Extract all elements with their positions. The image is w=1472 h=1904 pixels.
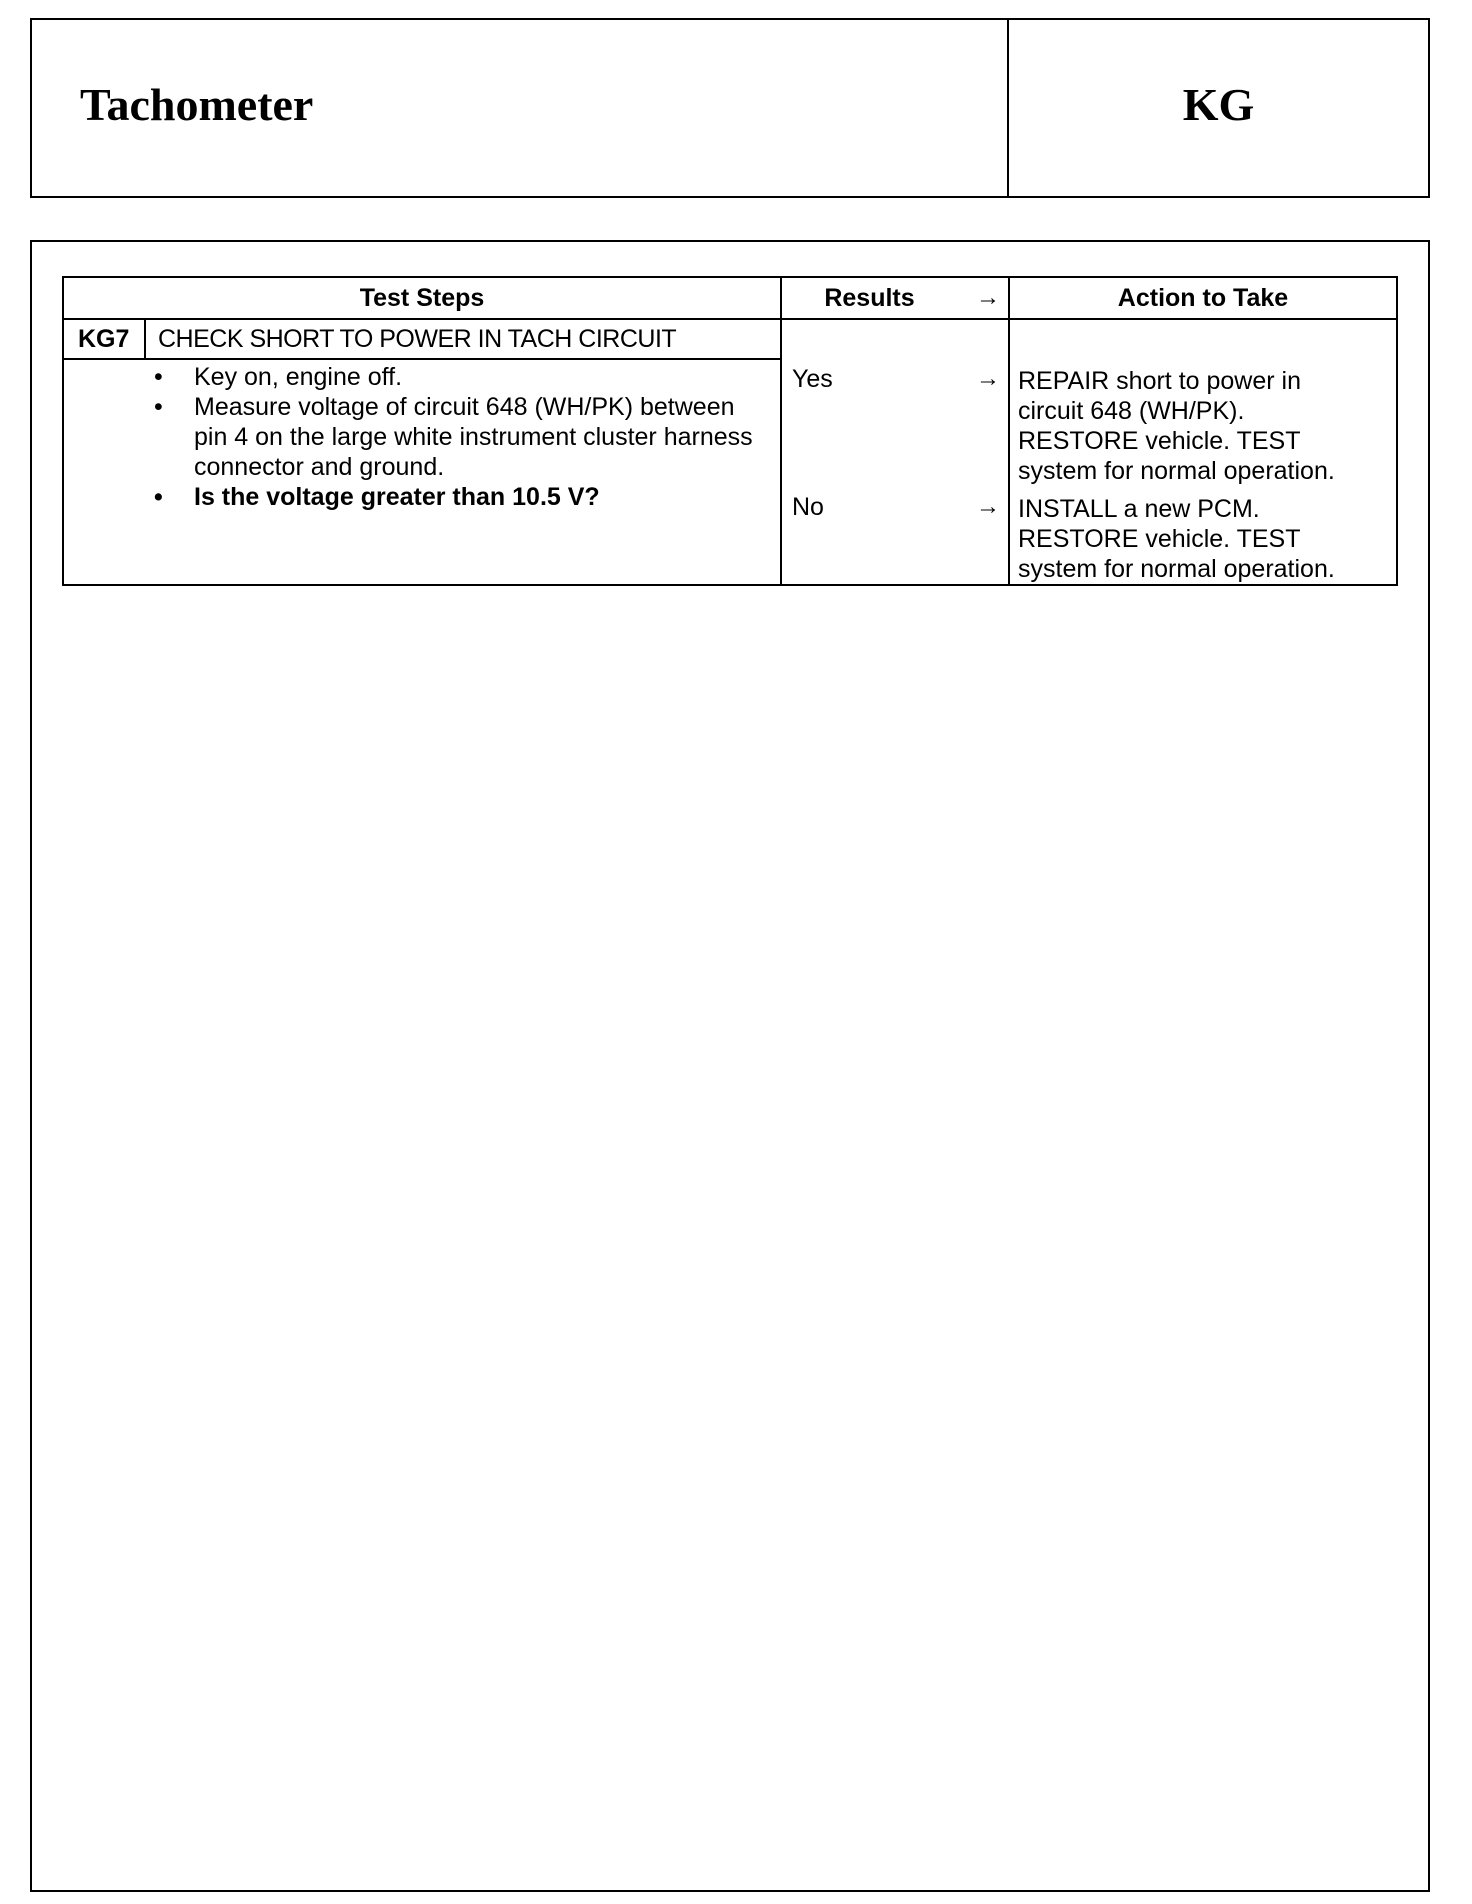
action-line: RESTORE vehicle. TEST xyxy=(1018,525,1301,553)
action-line: INSTALL a new PCM. xyxy=(1018,495,1260,523)
result-yes-label: Yes xyxy=(792,365,833,393)
action-line: circuit 648 (WH/PK). xyxy=(1018,397,1245,425)
arrow-icon: → xyxy=(976,365,1000,392)
instruction-question: • Is the voltage greater than 10.5 V? xyxy=(154,482,754,512)
page-header xyxy=(30,18,1430,198)
action-line: system for normal operation. xyxy=(1018,555,1335,583)
test-steps-table xyxy=(62,276,1398,586)
step-title-divider xyxy=(64,358,780,360)
section-code: KG xyxy=(1182,79,1255,130)
step-instructions xyxy=(154,362,754,512)
result-no-label: No xyxy=(792,493,824,521)
step-id-divider xyxy=(144,318,146,358)
action-line: REPAIR short to power in xyxy=(1018,367,1301,395)
column-header-results: Results xyxy=(824,284,915,312)
column-header-test-steps: Test Steps xyxy=(359,284,485,312)
result-no-action xyxy=(1018,494,1398,584)
arrow-icon: → xyxy=(976,284,1000,311)
instruction-item: • Key on, engine off. xyxy=(154,362,754,392)
header-row-divider xyxy=(64,318,1396,320)
step-title: CHECK SHORT TO POWER IN TACH CIRCUIT xyxy=(158,325,677,353)
arrow-icon: → xyxy=(976,493,1000,520)
instruction-item: • Measure voltage of circuit 648 (WH/PK) between pin 4 on the large white instrument cluster harness connector and ground. xyxy=(154,392,754,482)
result-yes-action xyxy=(1018,366,1398,486)
page-title: Tachometer xyxy=(80,79,314,130)
action-line: system for normal operation. xyxy=(1018,457,1335,485)
step-id: KG7 xyxy=(78,325,130,353)
column-header-action: Action to Take xyxy=(1117,284,1289,312)
action-line: RESTORE vehicle. TEST xyxy=(1018,427,1301,455)
column-divider-results xyxy=(780,278,782,584)
column-divider-action xyxy=(1008,278,1010,584)
